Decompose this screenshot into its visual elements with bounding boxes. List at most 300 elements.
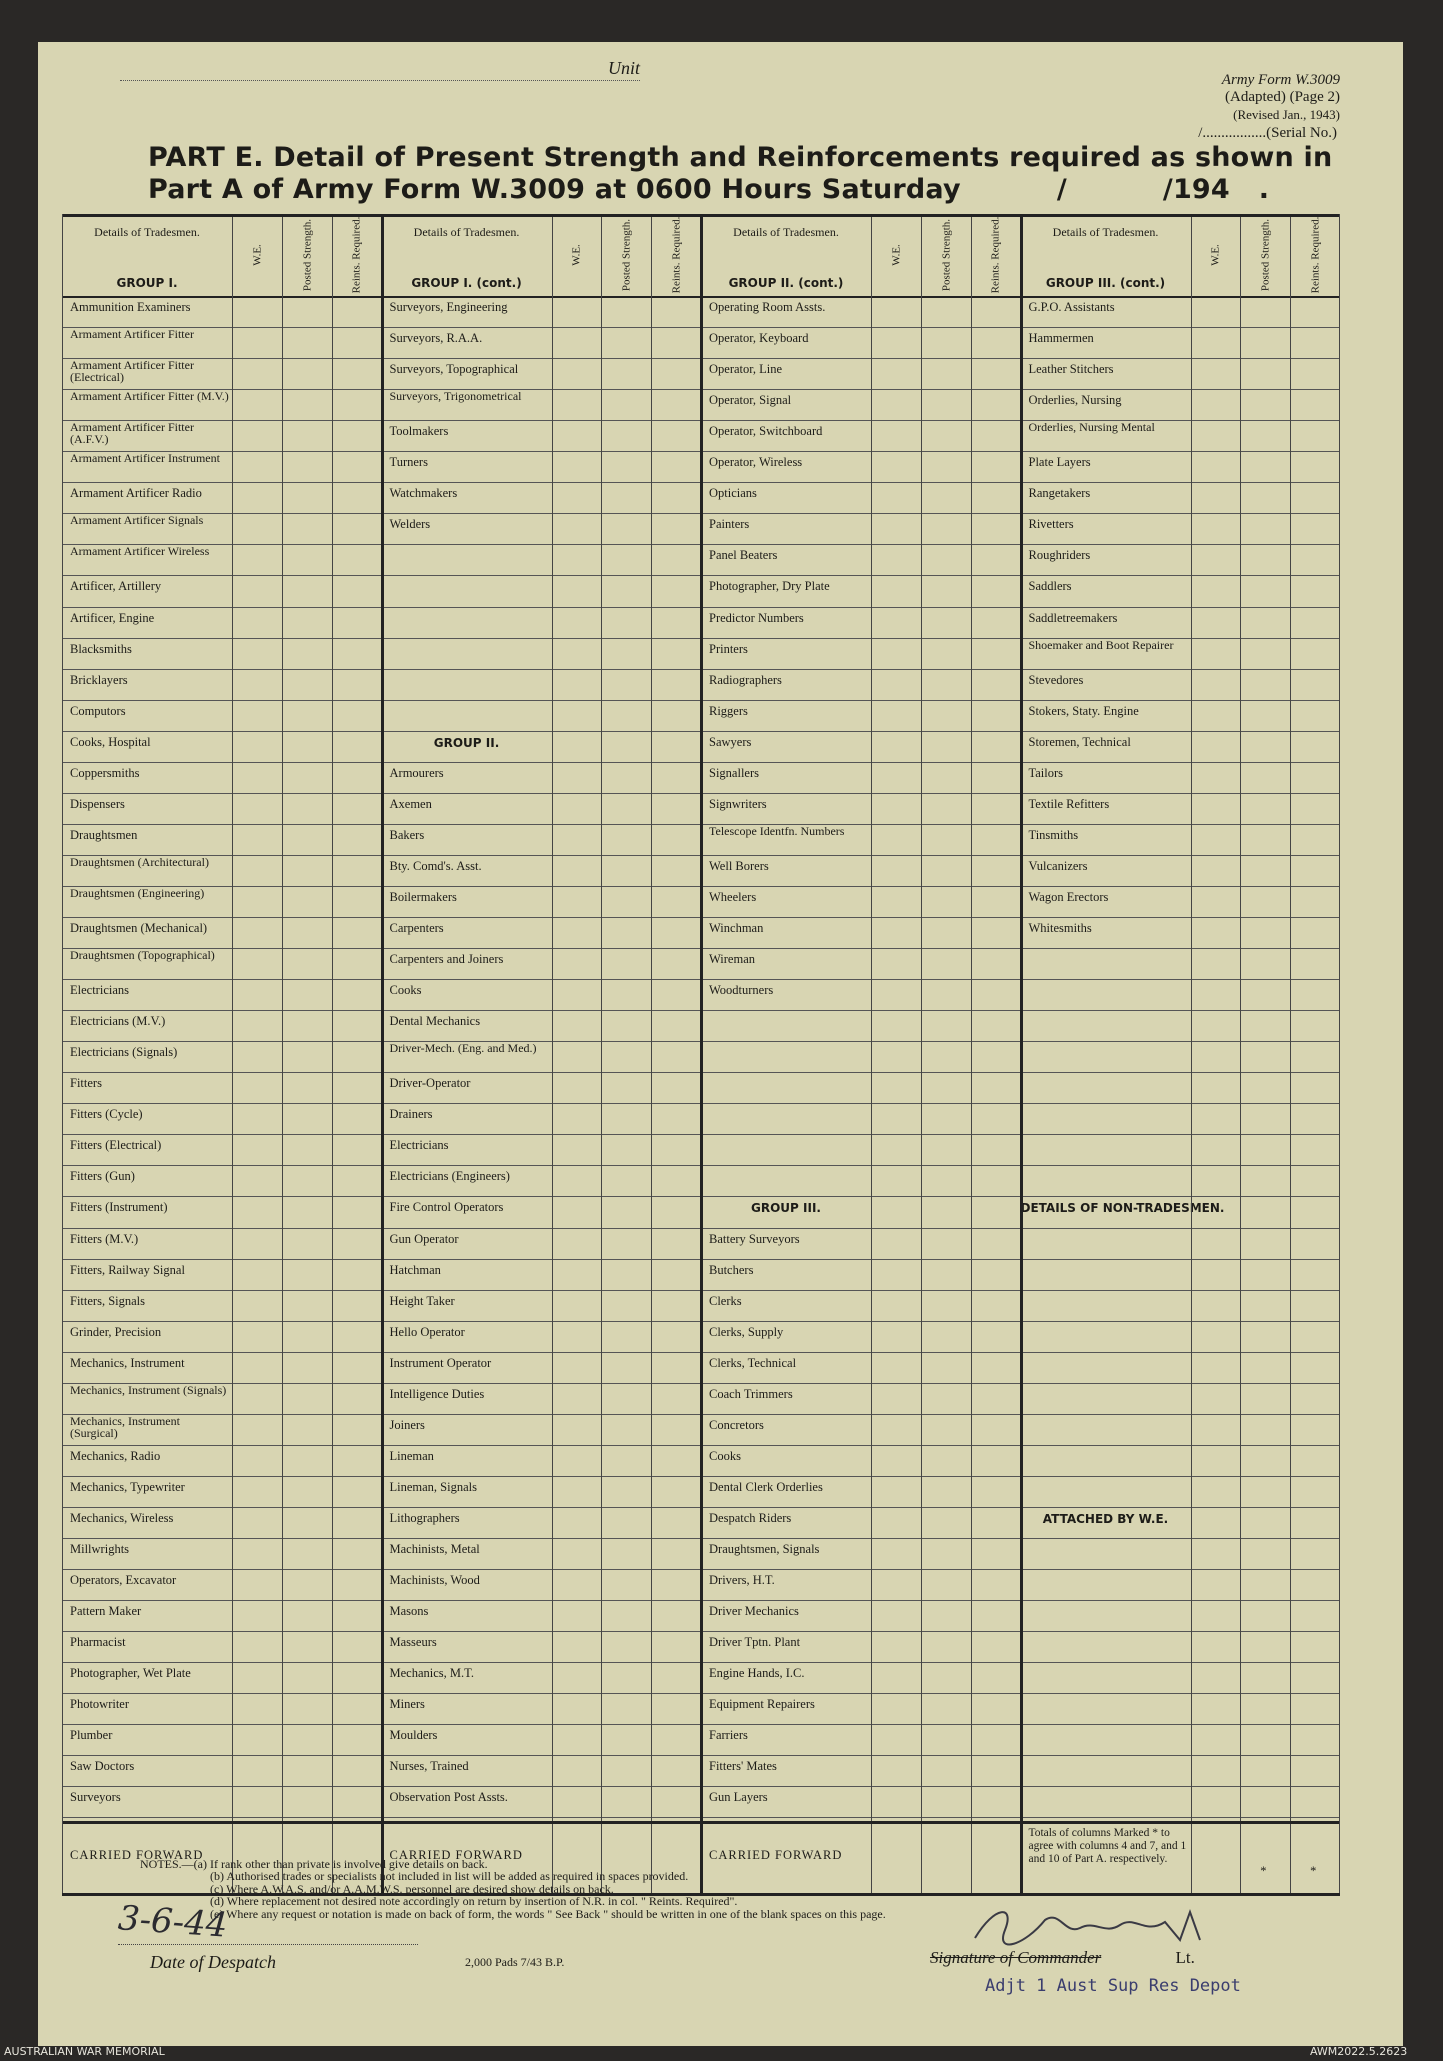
group-separator bbox=[1020, 214, 1023, 1893]
table-row-line bbox=[1021, 1476, 1341, 1477]
table-row-line bbox=[1021, 1786, 1341, 1787]
trade-name: Panel Beaters bbox=[709, 548, 778, 563]
details-header-label: Details of Tradesmen. bbox=[1052, 225, 1159, 239]
details-header-label: Details of Tradesmen. bbox=[733, 225, 839, 239]
trade-name: Mechanics, Wireless bbox=[70, 1510, 174, 1525]
table-row-line bbox=[382, 917, 702, 918]
table-row-line bbox=[62, 979, 382, 980]
table-row-line bbox=[701, 1600, 1021, 1601]
subcolumn-divider bbox=[871, 296, 872, 1893]
trade-name: Pharmacist bbox=[70, 1635, 126, 1650]
carried-forward-label: Totals of columns Marked * to agree with columns 4 and 7, and 1 and 10 of Part A. respectively. bbox=[1028, 1827, 1187, 1866]
table-row-line bbox=[382, 1010, 702, 1011]
table-left-border bbox=[62, 214, 63, 1893]
trade-name: Mechanics, Radio bbox=[70, 1448, 161, 1463]
table-row-line bbox=[1021, 1693, 1341, 1694]
table-row-line bbox=[701, 1538, 1021, 1539]
trade-name: Opticians bbox=[709, 486, 757, 501]
trade-name: Masons bbox=[389, 1604, 429, 1619]
table-row-line bbox=[382, 1352, 702, 1353]
table-row-line bbox=[62, 1445, 382, 1446]
table-row-line bbox=[62, 731, 382, 732]
table-row-line bbox=[1021, 1103, 1341, 1104]
column-header-3 bbox=[701, 214, 1021, 298]
trade-name: Telescope Identfn. Numbers bbox=[709, 823, 845, 838]
trade-name: Painters bbox=[709, 517, 750, 532]
subcolumn-divider bbox=[601, 296, 602, 1893]
table-row-line bbox=[1021, 793, 1341, 794]
trade-name: Equipment Repairers bbox=[709, 1697, 815, 1712]
trade-name: Despatch Riders bbox=[709, 1510, 792, 1525]
table-row-line bbox=[1021, 1259, 1341, 1260]
trade-name: Winchman bbox=[709, 921, 764, 935]
table-row-line bbox=[382, 1538, 702, 1539]
posted-header-text: Posted Strength. bbox=[301, 218, 314, 292]
table-row-line bbox=[62, 482, 382, 483]
total-marker: * bbox=[1310, 1864, 1317, 1879]
trade-name: Toolmakers bbox=[389, 424, 449, 439]
table-row-line bbox=[701, 1383, 1021, 1384]
trade-name: Watchmakers bbox=[389, 486, 458, 501]
trade-name: Draughtsmen (Engineering) bbox=[70, 885, 205, 900]
table-row-line bbox=[382, 1383, 702, 1384]
trade-name: Artificer, Engine bbox=[70, 610, 155, 625]
trade-name: Vulcanizers bbox=[1028, 858, 1088, 873]
subcolumn-divider bbox=[1290, 296, 1291, 1893]
table-row-line bbox=[701, 638, 1021, 639]
reints-header-text: Reints. Required. bbox=[1309, 216, 1322, 294]
table-row-line bbox=[1021, 1041, 1341, 1042]
trade-name: Printers bbox=[709, 641, 748, 656]
trade-name: Stevedores bbox=[1028, 672, 1084, 687]
table-row-line bbox=[701, 1507, 1021, 1508]
table-row-line bbox=[382, 513, 702, 514]
table-row-line bbox=[62, 1786, 382, 1787]
table-top-rule bbox=[62, 214, 1340, 217]
table-row-line bbox=[62, 1072, 382, 1073]
trade-name: Mechanics, Typewriter bbox=[70, 1479, 185, 1494]
trade-name: Machinists, Wood bbox=[389, 1573, 480, 1588]
table-row-line bbox=[62, 1165, 382, 1166]
table-row-line bbox=[701, 482, 1021, 483]
table-row-line bbox=[1021, 1134, 1341, 1135]
trade-name: Electricians (M.V.) bbox=[70, 1014, 166, 1029]
table-row-line bbox=[1021, 979, 1341, 980]
trade-name: Carpenters bbox=[389, 921, 444, 935]
trade-name: Millwrights bbox=[70, 1542, 130, 1556]
reints-header-text: Reints. Required. bbox=[989, 216, 1002, 294]
posted-header-text: Posted Strength. bbox=[1259, 218, 1272, 292]
trade-name: Fitters (Cycle) bbox=[70, 1107, 143, 1122]
table-row-line bbox=[382, 638, 702, 639]
table-row-line bbox=[1021, 1228, 1341, 1229]
table-row-line bbox=[1021, 1755, 1341, 1756]
trade-name: Ammunition Examiners bbox=[70, 300, 191, 314]
table-row-line bbox=[382, 793, 702, 794]
trade-name: Plate Layers bbox=[1028, 455, 1091, 470]
trade-name: Wireman bbox=[709, 952, 756, 967]
group-label: GROUP I. (cont.) bbox=[411, 276, 522, 290]
table-row-line bbox=[382, 1414, 702, 1415]
table-row-line bbox=[382, 762, 702, 763]
table-row-line bbox=[701, 327, 1021, 328]
trade-name: Fitters (Electrical) bbox=[70, 1138, 162, 1153]
group-label: GROUP I. bbox=[116, 276, 178, 290]
we-header-text: W.E. bbox=[890, 244, 903, 266]
trade-name: Lithographers bbox=[389, 1510, 460, 1525]
table-row-line bbox=[382, 1445, 702, 1446]
trade-name: Butchers bbox=[709, 1262, 754, 1277]
table-row-line bbox=[382, 1259, 702, 1260]
trade-name: Sawyers bbox=[709, 734, 752, 749]
table-row-line bbox=[62, 700, 382, 701]
subcolumn-divider bbox=[971, 296, 972, 1893]
table-row-line bbox=[701, 358, 1021, 359]
trade-name: Saw Doctors bbox=[70, 1759, 135, 1774]
table-row-line bbox=[701, 700, 1021, 701]
trade-name: Fitters' Mates bbox=[709, 1759, 777, 1774]
column-header-2 bbox=[382, 214, 702, 298]
trade-name: Turners bbox=[389, 455, 428, 470]
table-row-line bbox=[62, 1196, 382, 1197]
table-row-line bbox=[62, 607, 382, 608]
trade-name: Draughtsmen (Mechanical) bbox=[70, 921, 208, 935]
table-row-line bbox=[62, 917, 382, 918]
trade-name: Saddletreemakers bbox=[1028, 610, 1118, 625]
trade-name: Mechanics, M.T. bbox=[389, 1666, 474, 1681]
trade-name: Cooks, Hospital bbox=[70, 734, 151, 749]
trade-name: Fitters bbox=[70, 1076, 102, 1091]
table-row-line bbox=[1021, 358, 1341, 359]
table-row-line bbox=[382, 948, 702, 949]
trade-name: Draughtsmen (Topographical) bbox=[70, 948, 215, 963]
trade-name: Cooks bbox=[709, 1448, 741, 1463]
trade-name: Drivers, H.T. bbox=[709, 1573, 775, 1588]
section-heading: GROUP III. bbox=[751, 1201, 821, 1216]
unit-field: Unit bbox=[120, 58, 640, 81]
table-row-line bbox=[382, 1631, 702, 1632]
trade-name: Dental Clerk Orderlies bbox=[709, 1479, 823, 1494]
trade-name: Armament Artificer Signals bbox=[70, 513, 204, 528]
trade-name: Tailors bbox=[1028, 765, 1064, 780]
table-row-line bbox=[382, 1103, 702, 1104]
table-row-line bbox=[1021, 1010, 1341, 1011]
subcolumn-header-posted bbox=[601, 214, 652, 296]
table-row-line bbox=[1021, 1414, 1341, 1415]
trade-name: Leather Stitchers bbox=[1028, 362, 1114, 377]
table-row-line bbox=[382, 731, 702, 732]
trade-name: Bricklayers bbox=[70, 672, 128, 687]
we-header-text: W.E. bbox=[570, 244, 583, 266]
trade-name: Hammermen bbox=[1028, 331, 1094, 346]
trade-name: Dispensers bbox=[70, 796, 125, 811]
column-header-4 bbox=[1021, 214, 1341, 298]
table-row-line bbox=[701, 1290, 1021, 1291]
despatch-date-line bbox=[118, 1944, 418, 1945]
trade-name: Intelligence Duties bbox=[389, 1386, 485, 1401]
table-row-line bbox=[1021, 1383, 1341, 1384]
subcolumn-divider bbox=[1240, 296, 1241, 1893]
table-row-line bbox=[701, 389, 1021, 390]
trade-name: Bakers bbox=[389, 827, 425, 842]
trade-name: Mechanics, Instrument bbox=[70, 1355, 185, 1370]
trade-name: Photographer, Wet Plate bbox=[70, 1666, 191, 1681]
trade-name: Rivetters bbox=[1028, 517, 1074, 532]
subcolumn-header-we bbox=[232, 214, 283, 296]
table-row-line bbox=[701, 1662, 1021, 1663]
trade-name: Dental Mechanics bbox=[389, 1014, 481, 1029]
trade-name: Clerks bbox=[709, 1293, 742, 1308]
trade-name: Engine Hands, I.C. bbox=[709, 1666, 805, 1681]
table-row-line bbox=[62, 1724, 382, 1725]
trade-name: Mechanics, Instrument (Surgical) bbox=[70, 1413, 180, 1440]
table-row-line bbox=[701, 762, 1021, 763]
table-row-line bbox=[382, 607, 702, 608]
trade-name: Textile Refitters bbox=[1028, 796, 1110, 811]
table-row-line bbox=[1021, 1290, 1341, 1291]
table-row-line bbox=[62, 1134, 382, 1135]
trade-name: Blacksmiths bbox=[70, 641, 132, 656]
trade-name: Operator, Signal bbox=[709, 393, 792, 408]
trade-name: Riggers bbox=[709, 703, 748, 718]
trade-name: Surveyors, Trigonometrical bbox=[389, 389, 522, 404]
carried-forward-label: CARRIED FORWARD bbox=[70, 1848, 204, 1863]
group-separator bbox=[381, 214, 384, 1893]
trade-name: Electricians bbox=[70, 983, 129, 998]
table-row-line bbox=[62, 1817, 382, 1818]
table-row-line bbox=[62, 762, 382, 763]
table-row-line bbox=[701, 451, 1021, 452]
reints-header-text: Reints. Required. bbox=[350, 216, 363, 294]
subcolumn-divider bbox=[332, 296, 333, 1893]
table-row-line bbox=[701, 575, 1021, 576]
trade-name: Coach Trimmers bbox=[709, 1386, 793, 1401]
table-row-line bbox=[701, 1072, 1021, 1073]
trade-name: Cooks bbox=[389, 983, 422, 998]
trade-name: Draughtsmen bbox=[70, 827, 138, 842]
table-row-line bbox=[382, 1165, 702, 1166]
table-row-line bbox=[382, 1507, 702, 1508]
form-identifier bbox=[1110, 72, 1340, 123]
table-row-line bbox=[382, 1290, 702, 1291]
commander-signature bbox=[965, 1900, 1225, 1950]
trade-name: Artificer, Artillery bbox=[70, 579, 162, 594]
trade-name: G.P.O. Assistants bbox=[1028, 300, 1115, 314]
table-row-line bbox=[382, 358, 702, 359]
form-number: Army Form W.3009 bbox=[1221, 72, 1340, 88]
table-row-line bbox=[1021, 762, 1341, 763]
subcolumn-divider bbox=[232, 296, 233, 1893]
trade-name: Surveyors bbox=[70, 1790, 121, 1805]
despatch-date-label: Date of Despatch bbox=[150, 1952, 276, 1972]
table-row-line bbox=[382, 1569, 702, 1570]
table-row-line bbox=[382, 1724, 702, 1725]
table-row-line bbox=[1021, 544, 1341, 545]
trade-name: Electricians (Engineers) bbox=[389, 1169, 510, 1184]
table-row-line bbox=[1021, 1352, 1341, 1353]
table-row-line bbox=[1021, 948, 1341, 949]
table-row-line bbox=[382, 1072, 702, 1073]
trade-name: Woodturners bbox=[709, 983, 774, 998]
trade-name: Armament Artificer Fitter (A.F.V.) bbox=[70, 420, 194, 447]
trade-name: Surveyors, Topographical bbox=[389, 362, 519, 377]
trade-name: Hello Operator bbox=[389, 1324, 465, 1339]
trade-name: Driver Mechanics bbox=[709, 1604, 799, 1619]
trade-name: Boilermakers bbox=[389, 889, 457, 904]
trade-name: Storemen, Technical bbox=[1028, 734, 1131, 749]
table-row-line bbox=[1021, 1072, 1341, 1073]
subcolumn-header-we bbox=[1191, 214, 1242, 296]
signature-label bbox=[930, 1948, 1195, 1968]
trade-name: Masseurs bbox=[389, 1635, 437, 1650]
trade-name: Lineman, Signals bbox=[389, 1479, 477, 1494]
trade-name: Fitters, Railway Signal bbox=[70, 1262, 185, 1277]
trade-name: Operator, Switchboard bbox=[709, 424, 823, 439]
trade-name: Fire Control Operators bbox=[389, 1200, 504, 1215]
trade-name: Welders bbox=[389, 517, 431, 532]
table-row-line bbox=[382, 1662, 702, 1663]
trade-name: Armament Artificer Wireless bbox=[70, 544, 210, 559]
table-row-line bbox=[701, 917, 1021, 918]
trade-name: Signwriters bbox=[709, 796, 767, 811]
table-row-line bbox=[701, 1445, 1021, 1446]
trade-name: Battery Surveyors bbox=[709, 1231, 800, 1246]
title-line-1: PART E. Detail of Present Strength and Reinforcements required as shown in bbox=[148, 142, 1333, 173]
table-row-line bbox=[62, 1662, 382, 1663]
trade-name: Concretors bbox=[709, 1417, 764, 1432]
table-row-line bbox=[382, 824, 702, 825]
table-row-line bbox=[382, 544, 702, 545]
trade-name: Photowriter bbox=[70, 1697, 130, 1712]
table-row-line bbox=[62, 1507, 382, 1508]
table-row-line bbox=[701, 731, 1021, 732]
table-row-line bbox=[62, 638, 382, 639]
table-row-line bbox=[382, 327, 702, 328]
table-row-line bbox=[382, 1817, 702, 1818]
trade-name: Saddlers bbox=[1028, 579, 1072, 594]
trade-name: Orderlies, Nursing bbox=[1028, 393, 1122, 408]
table-row-line bbox=[701, 1134, 1021, 1135]
trade-name: Electricians (Signals) bbox=[70, 1045, 178, 1060]
trade-name: Armament Artificer Fitter bbox=[70, 327, 194, 342]
table-row-line bbox=[382, 669, 702, 670]
table-row-line bbox=[62, 793, 382, 794]
subcolumn-header-reints bbox=[332, 214, 383, 296]
trade-name: Farriers bbox=[709, 1728, 748, 1743]
trade-name: Armourers bbox=[389, 765, 444, 780]
table-row-line bbox=[701, 1569, 1021, 1570]
table-row-line bbox=[701, 1165, 1021, 1166]
trade-name: Machinists, Metal bbox=[389, 1542, 480, 1556]
table-row-line bbox=[62, 1755, 382, 1756]
trade-name: Fitters (Gun) bbox=[70, 1169, 135, 1184]
trade-name: Coppersmiths bbox=[70, 765, 140, 780]
trade-name: Draughtsmen, Signals bbox=[709, 1542, 820, 1556]
table-row-line bbox=[701, 1693, 1021, 1694]
table-row-line bbox=[701, 1786, 1021, 1787]
section-heading: GROUP II. bbox=[433, 735, 500, 750]
table-row-line bbox=[1021, 1445, 1341, 1446]
subcolumn-header-posted bbox=[921, 214, 972, 296]
table-row-line bbox=[62, 1010, 382, 1011]
subcolumn-divider bbox=[651, 296, 652, 1893]
table-row-line bbox=[1021, 575, 1341, 576]
table-row-line bbox=[1021, 513, 1341, 514]
trade-name: Roughriders bbox=[1028, 548, 1091, 563]
rank: Lt. bbox=[1175, 1948, 1195, 1967]
trade-name: Plumber bbox=[70, 1728, 113, 1743]
trade-name: Gun Layers bbox=[709, 1790, 768, 1805]
subcolumn-header-posted bbox=[282, 214, 333, 296]
trade-name: Operator, Line bbox=[709, 362, 783, 377]
note-e: (e) Where any request or notation is made on back of form, the words " See Back " should be written in one of the blank spaces on this page. bbox=[210, 1906, 886, 1921]
table-row-line bbox=[62, 1321, 382, 1322]
subcolumn-divider bbox=[282, 296, 283, 1893]
trade-name: Joiners bbox=[389, 1417, 425, 1432]
section-heading: ATTACHED BY W.E. bbox=[1042, 1511, 1169, 1526]
table-row-line bbox=[701, 1724, 1021, 1725]
table-row-line bbox=[701, 1196, 1021, 1197]
table-row-line bbox=[701, 886, 1021, 887]
trade-name: Electricians bbox=[389, 1138, 449, 1153]
trade-name: Computors bbox=[70, 703, 126, 718]
table-row-line bbox=[1021, 824, 1341, 825]
note-a: NOTES.—(a) If rank other than private is involved give details on back. bbox=[140, 1857, 488, 1871]
trade-name: Signallers bbox=[709, 765, 759, 780]
table-row-line bbox=[701, 669, 1021, 670]
trade-name: Surveyors, R.A.A. bbox=[389, 331, 483, 346]
table-row-line bbox=[382, 1786, 702, 1787]
trade-name: Draughtsmen (Architectural) bbox=[70, 854, 209, 869]
archive-id: AWM2022.5.2623 bbox=[1310, 2045, 1408, 2058]
table-row-line bbox=[1021, 700, 1341, 701]
trade-name: Grinder, Precision bbox=[70, 1324, 162, 1339]
trade-name: Observation Post Assts. bbox=[389, 1790, 508, 1805]
table-row-line bbox=[382, 482, 702, 483]
trade-name: Mechanics, Instrument (Signals) bbox=[70, 1382, 227, 1397]
table-row-line bbox=[382, 420, 702, 421]
posted-header-text: Posted Strength. bbox=[620, 218, 633, 292]
carried-forward-label: CARRIED FORWARD bbox=[709, 1848, 843, 1863]
trade-name: Driver-Operator bbox=[389, 1076, 471, 1091]
trade-name: Miners bbox=[389, 1697, 425, 1712]
trade-name: Armament Artificer Radio bbox=[70, 486, 202, 501]
trade-name: Photographer, Dry Plate bbox=[709, 579, 830, 594]
table-row-line bbox=[1021, 1538, 1341, 1539]
table-row-line bbox=[382, 700, 702, 701]
table-right-border bbox=[1339, 214, 1340, 1893]
details-header-label: Details of Tradesmen. bbox=[94, 225, 200, 239]
trade-name: Moulders bbox=[389, 1728, 438, 1743]
archive-credit: AUSTRALIAN WAR MEMORIAL bbox=[4, 2045, 165, 2058]
trade-name: Carpenters and Joiners bbox=[389, 952, 504, 967]
subcolumn-header-reints bbox=[971, 214, 1022, 296]
table-row-line bbox=[62, 1228, 382, 1229]
trade-name: Well Borers bbox=[709, 858, 769, 873]
trade-name: Operating Room Assts. bbox=[709, 300, 826, 314]
subcolumn-divider bbox=[921, 296, 922, 1893]
trade-name: Height Taker bbox=[389, 1293, 455, 1308]
table-row-line bbox=[701, 1010, 1021, 1011]
total-marker: * bbox=[1260, 1864, 1267, 1879]
carried-forward-label: CARRIED FORWARD bbox=[389, 1848, 523, 1863]
group-label: GROUP II. (cont.) bbox=[728, 276, 844, 290]
table-row-line bbox=[701, 1755, 1021, 1756]
reints-header-text: Reints. Required. bbox=[670, 216, 683, 294]
trade-name: Fitters (Instrument) bbox=[70, 1200, 168, 1215]
table-row-line bbox=[382, 575, 702, 576]
group-separator bbox=[700, 214, 703, 1893]
